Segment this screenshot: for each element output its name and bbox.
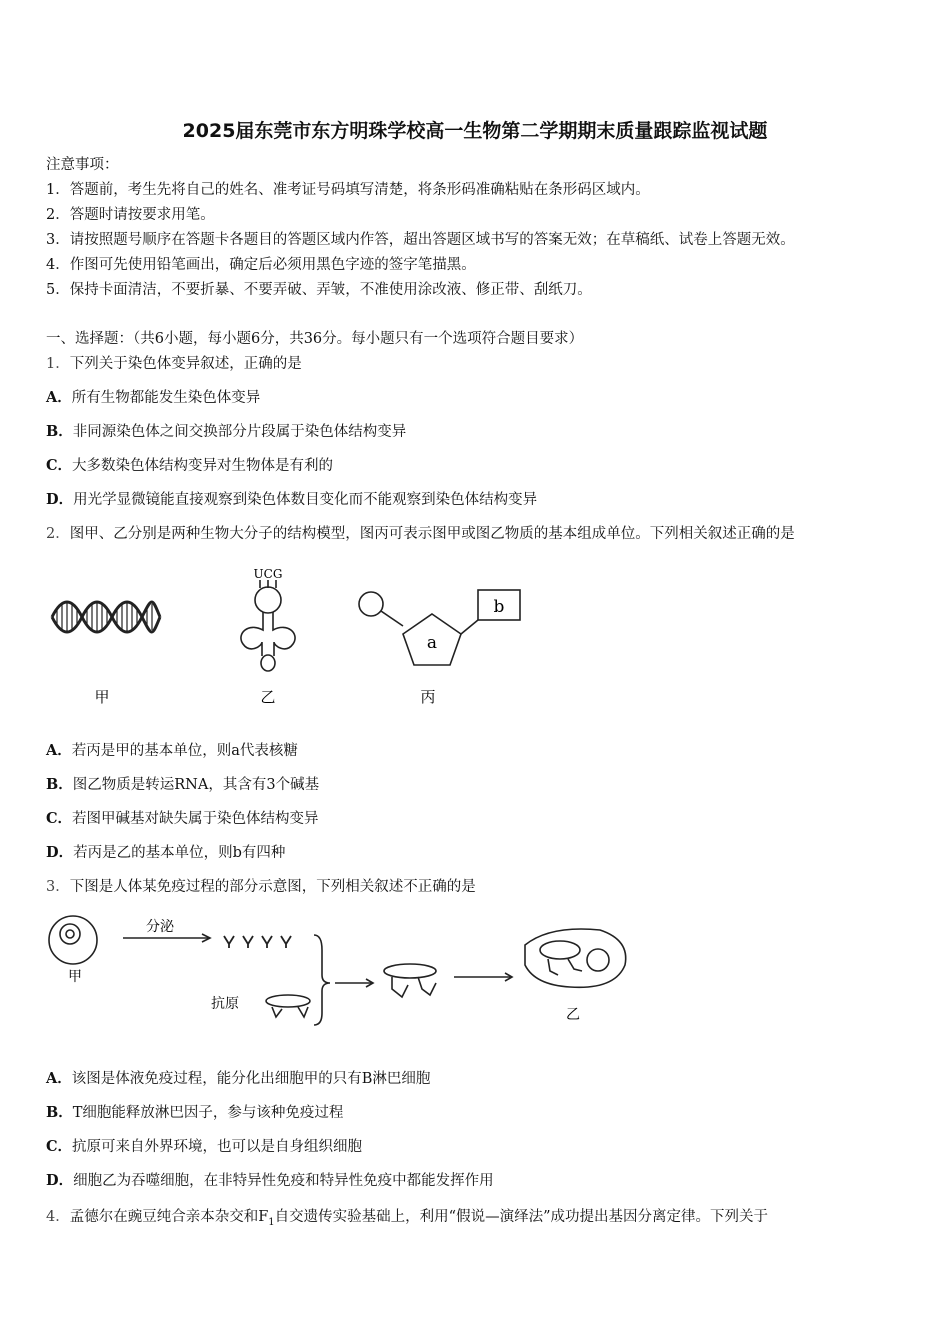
pentagon-label: a [426,633,438,653]
q1-number: 1． [46,356,70,372]
brace [314,935,330,1025]
q2-stem [46,522,795,543]
antigen-antibody-complex [384,964,436,978]
q3-figure [40,905,640,1035]
notice-item-3: 3．请按照题号顺序在答题卡各题目的答题区域内作答，超出答题区域书写的答案无效；在草稿纸、试卷上答题无效。 [46,232,795,248]
label-bing: 丙 [420,688,436,706]
label-yi: 乙 [260,688,276,706]
page-title: 2025届东莞市东方明珠学校高一生物第二学期期末质量跟踪监视试题 [182,120,768,142]
q3-number: 3． [46,879,70,895]
label-jia: 甲 [94,688,110,706]
q1-stem [46,352,302,373]
notice-item-2: 2．答题时请按要求用笔。 [46,207,215,223]
q2-stem-text: 图甲、乙分别是两种生物大分子的结构模型，图丙可表示图甲或图乙物质的基本组成单位。下列相关叙述正确的是 [69,526,795,542]
q2-option-b[interactable]: B．图乙物质是转运RNA，其含有3个碱基 [46,776,320,793]
notice-heading: 注意事项： [46,157,119,173]
q4-number: 4． [46,1209,70,1225]
q2-option-c[interactable]: C．若图甲碱基对缺失属于染色体结构变异 [46,810,319,827]
q4-stem-subscript: 1 [268,1216,275,1228]
box-label: b [493,597,505,617]
notice-item-5: 5．保持卡面清洁，不要折暴、不要弄破、弄皱，不准使用涂改液、修正带、刮纸刀。 [46,282,592,298]
section-heading: 一、选择题：（共6小题，每小题6分，共36分。每小题只有一个选项符合题目要求） [46,331,584,347]
trna-drawing [241,580,295,671]
q2-figure [40,562,540,712]
antigen-drawing [266,995,310,1007]
antibodies-drawing [224,936,291,948]
q1-stem-text: 下列关于染色体变异叙述，正确的是 [69,356,302,372]
q1-option-d[interactable]: D．用光学显微镜能直接观察到染色体数目变化而不能观察到染色体结构变异 [46,491,538,508]
notice-item-4: 4．作图可先使用铅笔画出，确定后必须用黑色字迹的签字笔描黑。 [46,257,476,273]
q4-stem-text-b: 自交遗传实验基础上，利用“假说—演绎法”成功提出基因分离定律。下列关于 [274,1209,768,1225]
q4-stem [46,1205,768,1228]
anticodon-label: UCG [253,567,283,581]
q3-stem [46,875,476,896]
label-yi: 乙 [566,1007,580,1023]
q2-option-d[interactable]: D．若丙是乙的基本单位，则b有四种 [46,844,286,861]
q3-option-d[interactable]: D．细胞乙为吞噬细胞，在非特异性免疫和特异性免疫中都能发挥作用 [46,1172,494,1189]
q3-option-a[interactable]: A．该图是体液免疫过程，能分化出细胞甲的只有B淋巴细胞 [46,1070,431,1087]
plasma-cell-drawing [49,916,97,964]
dna-helix-drawing [52,602,160,632]
q1-option-a[interactable]: A．所有生物都能发生染色体变异 [46,389,261,406]
q3-option-c[interactable]: C．抗原可来自外界环境，也可以是自身组织细胞 [46,1138,363,1155]
secrete-label: 分泌 [146,919,174,935]
antigen-label: 抗原 [211,996,239,1012]
q1-option-c[interactable]: C．大多数染色体结构变异对生物体是有利的 [46,457,334,474]
q2-option-a[interactable]: A．若丙是甲的基本单位，则a代表核糖 [46,742,298,759]
q1-option-b[interactable]: B．非同源染色体之间交换部分片段属于染色体结构变异 [46,423,407,440]
q4-stem-text-a: 孟德尔在豌豆纯合亲本杂交和F [69,1209,269,1225]
notice-item-1: 1．答题前，考生先将自己的姓名、准考证号码填写清楚，将条形码准确粘贴在条形码区域内。 [46,182,650,198]
q2-number: 2． [46,526,70,542]
label-jia: 甲 [68,969,82,985]
q3-option-b[interactable]: B．T细胞能释放淋巴因子，参与该种免疫过程 [46,1104,344,1121]
phagocyte-drawing [525,929,626,987]
q3-stem-text: 下图是人体某免疫过程的部分示意图，下列相关叙述不正确的是 [69,879,476,895]
